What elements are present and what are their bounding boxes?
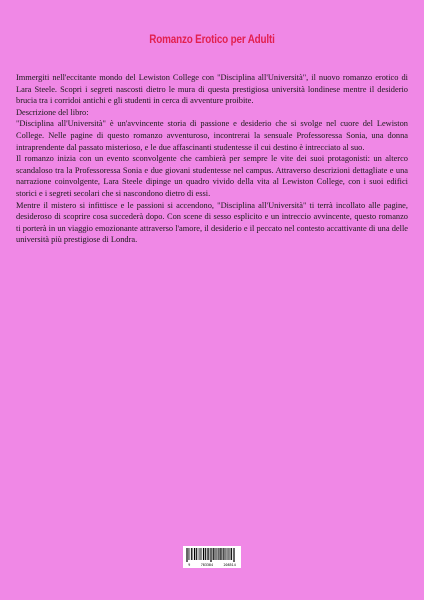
- barcode-bar: [202, 548, 203, 560]
- barcode-bar: [207, 548, 208, 560]
- barcode-bar: [223, 548, 224, 560]
- barcode-bar: [200, 548, 201, 560]
- barcode-bar: [187, 548, 188, 562]
- back-cover-blurb: [16, 72, 408, 246]
- barcode-bar: [203, 548, 204, 560]
- barcode-bar: [220, 548, 221, 560]
- barcode-digit-group-3: 208514: [223, 563, 236, 567]
- description-heading: Descrizione del libro:: [16, 107, 89, 117]
- barcode-digit-group-1: 9: [188, 563, 191, 567]
- barcode-bar: [221, 548, 222, 560]
- barcode-bar: [228, 548, 229, 560]
- barcode-bar: [186, 548, 187, 562]
- barcode-bar: [218, 548, 219, 560]
- barcode-bar: [196, 548, 197, 560]
- barcode-bar: [225, 548, 226, 560]
- barcode-bar: [199, 548, 200, 560]
- barcode-bar: [211, 548, 212, 562]
- barcode-bar: [194, 548, 195, 560]
- barcode-bar: [193, 548, 194, 560]
- barcode-bar: [215, 548, 216, 560]
- barcode-digits: [183, 563, 241, 567]
- barcode-bar: [205, 548, 206, 560]
- description-paragraph-1: "Disciplina all'Università" è un'avvincente storia di passione e desiderio che si svolge nel cuore del Lewiston College. Nelle pagine di questo romanzo avventuroso, incontrerai la sensuale Professoressa Sonia, una donna intraprendente dal passato misterioso, e le due affascinanti studentesse il cui destino è intrecciato al suo.: [16, 119, 408, 152]
- barcode-bar: [230, 548, 231, 560]
- barcode-bar: [190, 548, 191, 560]
- series-title: Romanzo Erotico per Adulti: [149, 34, 275, 46]
- barcode-bar: [234, 548, 235, 562]
- barcode-bar: [210, 548, 211, 562]
- barcode-bar: [213, 548, 214, 560]
- barcode-bar: [188, 548, 189, 560]
- barcode-bar: [198, 548, 199, 560]
- barcode-bar: [191, 548, 192, 560]
- isbn-barcode: [183, 546, 241, 568]
- intro-paragraph: Immergiti nell'eccitante mondo del Lewiston College con "Disciplina all'Università", il nuovo romanzo erotico di Lara Steele. Scopri i segreti nascosti dietro le mura di questa prestigiosa università londinese mentre il desiderio brucia tra i corridoi antichi e gli studenti in cerca di avventure proibite.: [16, 73, 408, 106]
- barcode-bar: [208, 548, 209, 560]
- barcode-bar: [231, 548, 232, 560]
- description-paragraph-2: Il romanzo inizia con un evento sconvolgente che cambierà per sempre le vite dei suoi protagonisti: un alterco scandaloso tra la Professoressa Sonia e due giovani studentesse nel campus. Attraverso descrizioni dettagliate e una narrazione coinvolgente, Lara Steele dipinge un quadro vivido della vita al Lewiston College, con i suoi edifici storici e i segreti secolari che si nascondono dietro di essi.: [16, 154, 408, 198]
- description-paragraph-3: Mentre il mistero si infittisce e le passioni si accendono, "Disciplina all'Università" ti terrà incollato alle pagine, desideroso di scoprire cosa succederà dopo. Con scene di sesso esplicito e un intreccio avvincente, questo romanzo ti porterà in un viaggio emozionante attraverso l'amore, il desiderio e il peccato nel contesto accattivante di una delle università più prestigiose di Londra.: [16, 200, 408, 245]
- barcode-bar: [216, 548, 217, 560]
- barcode-bar: [233, 548, 234, 562]
- barcode-bars: [186, 548, 238, 562]
- barcode-digit-group-2: 783384: [200, 563, 214, 567]
- barcode-bar: [227, 548, 228, 560]
